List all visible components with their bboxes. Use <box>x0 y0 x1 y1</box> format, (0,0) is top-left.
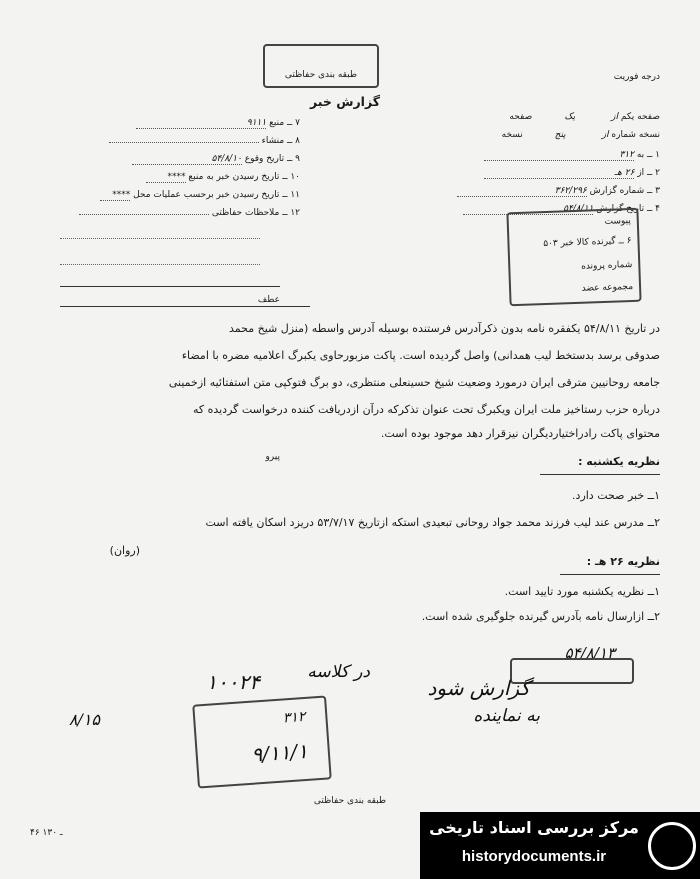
field-value <box>79 214 209 215</box>
footer-code: ۴۶ ـ ۱۳۰ <box>30 828 63 838</box>
field-label: ۲ ــ از <box>637 168 660 178</box>
copy-count-row <box>410 130 660 140</box>
origin-row <box>60 136 300 146</box>
field-label: ۴ ــ تاریخ گزارش <box>596 204 660 214</box>
reg-stamp-line3: شماره پرونده <box>580 259 633 272</box>
section-divider <box>60 286 280 287</box>
reg-stamp-line4: مجموعه عضد <box>581 281 634 294</box>
handwritten-margin-date: ۸/۱۵ <box>68 710 100 729</box>
body-line: محتوای پاکت رادراختیاردیگران نیزقرار دهد موجود بوده است. <box>380 427 660 440</box>
opinion1-item1: ۱ــ خبر صحت دارد. <box>572 489 660 502</box>
field-value: ۳۱۲ <box>484 150 634 161</box>
field-value: ۹۱۱۱ <box>136 118 266 129</box>
opinion1-underline <box>540 474 660 475</box>
handwritten-file: در کلاسه <box>307 662 370 682</box>
top-stamp-label: طبقه بندی حفاظتی <box>284 70 358 80</box>
field-label: ۷ ــ منبع <box>269 118 300 128</box>
field-label: صفحه یکم <box>620 112 660 122</box>
reference-label: عطف <box>257 295 280 305</box>
field-value: **** <box>146 172 186 183</box>
watermark-banner <box>420 812 700 879</box>
field-value: پنج <box>554 130 566 140</box>
opinion2-item1: ۱ــ نظریه یکشنبه مورد تایید است. <box>504 585 660 598</box>
field-value: **** <box>100 190 130 201</box>
source-row <box>60 118 300 129</box>
dotted-line <box>60 264 260 265</box>
bottom-stamp-date: ۹/۱۱/۱ <box>250 738 309 767</box>
body-line: صدوقی برسد بدستخط لیب همدانی) واصل گردیده است. پاکت مزبورحاوی یکبرگ اعلامیه مضره با امضاء <box>181 349 660 362</box>
footer-classification: طبقه بندی حفاظتی <box>313 796 387 806</box>
logo-icon <box>648 822 696 870</box>
field-value: یک <box>564 112 576 122</box>
reg-stamp-line1: پیوست <box>604 215 631 227</box>
org-name: مرکز بررسی اسناد تاریخی <box>429 818 639 837</box>
field-label: ۱۲ ــ ملاحظات حفاظتی <box>211 208 300 218</box>
field-mid: از <box>601 130 609 140</box>
handwritten-date: ۵۴/۸/۱۳ <box>564 644 615 662</box>
from-row <box>410 168 660 179</box>
field-value <box>109 142 259 143</box>
field-label: ۱۰ ــ تاریخ رسیدن خبر به منبع <box>188 172 300 182</box>
source-received-row <box>60 172 300 183</box>
page-title: گزارش خبر <box>309 94 380 109</box>
org-url: historydocuments.ir <box>461 848 607 865</box>
field-value: ۲۶ هـ <box>484 168 634 179</box>
to-row <box>410 150 660 161</box>
ops-received-row <box>60 190 300 201</box>
field-label: ۸ ــ منشاء <box>261 136 300 146</box>
opinion1-item2: ۲ــ مدرس عند لیب فرزند محمد جواد روحانی تبعیدی استکه ازتاریخ ۵۳/۷/۱۷ دریزد اسکان یافته است <box>205 516 660 529</box>
field-mid: از <box>611 112 618 122</box>
field-label: نسخه شماره <box>611 130 660 140</box>
followup-label: پیرو <box>265 452 280 462</box>
opinion2-item2: ۲ــ ازارسال نامه بآدرس گیرنده جلوگیری شده است. <box>421 610 660 623</box>
field-value: ۵۴/۸/۱۱ <box>463 204 593 215</box>
field-suffix: صفحه <box>509 112 533 122</box>
registration-stamp <box>506 208 641 307</box>
top-classification-stamp <box>263 44 379 88</box>
page-count-row <box>410 112 660 122</box>
field-label: ۹ ــ تاریخ وقوع <box>244 154 300 164</box>
opinion2-underline <box>560 574 660 575</box>
bottom-stamp <box>192 695 332 788</box>
field-value: ۵۴/۸/۱۰ <box>132 154 242 165</box>
handwritten-instruction: گزارش شود <box>427 676 530 700</box>
body-line: در تاریخ ۵۴/۸/۱۱ یکفقره نامه بدون ذکرآدرس فرستنده بوسیله آدرس واسطه (منزل شیخ محمد <box>228 322 660 335</box>
urgency-label: درجه فوریت <box>613 72 660 82</box>
bottom-stamp-number: ۳۱۲ <box>282 708 306 727</box>
reg-stamp-line2: ۶ ــ گیرنده کالا خبر ۵۰۳ <box>543 235 632 250</box>
report-number-row <box>410 186 660 197</box>
opinion1-signature: (روان) <box>109 544 140 557</box>
body-line: درباره حزب رستاخیز ملت ایران ویکبرگ تحت عنوان تذکرکه درآن ازدریافت کننده درخواست گردیده که <box>192 403 660 416</box>
handwritten-note: به نماینده <box>473 706 540 726</box>
opinion2-heading: نظریه ۲۶ هـ : <box>586 555 660 568</box>
notes-row <box>60 208 300 218</box>
field-suffix: نسخه <box>501 130 523 140</box>
opinion1-heading: نظریه یکشنبه : <box>578 455 660 468</box>
occurrence-date-row <box>60 154 300 165</box>
field-label: ۳ ــ شماره گزارش <box>589 186 660 196</box>
field-value: ۳۶۲/۲۹۶ <box>457 186 587 197</box>
dotted-line <box>60 238 260 239</box>
field-label: ۱۱ ــ تاریخ رسیدن خبر برحسب عملیات محل <box>133 190 300 200</box>
field-label: ۱ ــ به <box>636 150 660 160</box>
handwritten-number: ۱۰۰۲۴ <box>206 670 260 694</box>
body-line: جامعه روحانیین مترقی ایران درمورد وضعیت شیخ حسینعلی منتظری، دو برگ فتوکپی متن استفتائیه ازخمینی <box>168 376 660 389</box>
section-divider <box>60 306 310 307</box>
